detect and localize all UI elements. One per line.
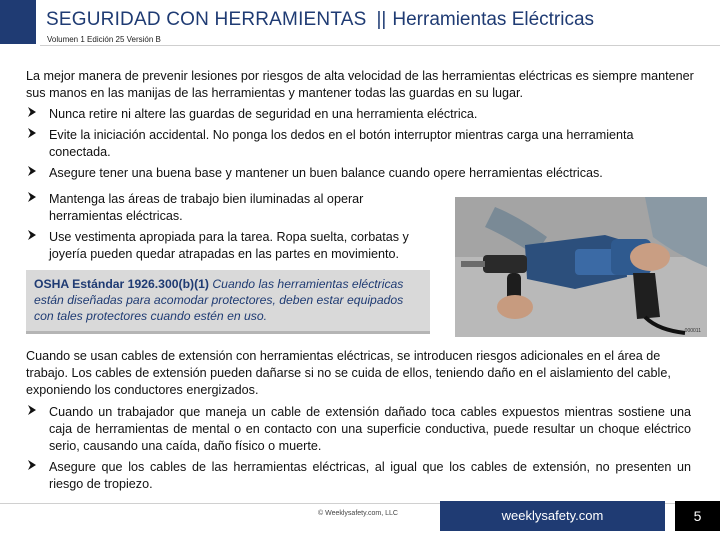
osha-standard-label: OSHA Estándar 1926.300(b)(1) [34,277,209,291]
list-item-text: Asegure tener una buena base y mantener un buen balance cuando opere herramientas eléctricas. [49,166,603,180]
list-item-text: Cuando un trabajador que maneja un cable de extensión dañado toca cables expuestos mientras sostiene una caja de herramientas de mental o en contacto con una superficie conductiva, puede resultar un choque eléctrico serio, causando una caída, daño físico o muerte. [49,405,691,453]
page-number: 5 [675,501,720,531]
copyright-notice: © Weeklysafety.com, LLC [318,510,398,517]
osha-standard-text: Cuando las herramientas eléctricas están diseñadas para acomodar protectores, deben estar equipados con tales protectores cuando estén en uso. [34,277,404,323]
photo-id: 000011 [684,328,701,334]
list-item [26,165,694,182]
header-divider [40,45,720,46]
list-item-text: Asegure que los cables de las herramientas eléctricas, al igual que los cables de extensión, no presenten un riesgo de tropiezo. [49,460,691,491]
volume-edition: Volumen 1 Edición 25 Versión B [47,35,161,44]
list-item-text: Mantenga las áreas de trabajo bien iluminadas al operar herramientas eléctricas. [49,192,364,223]
title-separator: || [376,9,387,30]
arrow-bullet-icon [26,229,40,246]
osha-standard-callout [26,270,430,334]
list-item [26,106,694,123]
list-item [26,127,694,161]
arrow-bullet-icon [26,165,40,182]
intro-paragraph: La mejor manera de prevenir lesiones por riesgos de alta velocidad de las herramientas eléctricas es siempre mantener sus manos en las manijas de las herramientas y mantener todas las guardas en su lugar. [26,69,694,100]
arrow-bullet-icon [26,127,40,144]
arrow-bullet-icon [26,459,40,476]
header-accent-bar [0,0,36,44]
list-item-text: Nunca retire ni altere las guardas de seguridad en una herramienta eléctrica. [49,107,478,121]
arrow-bullet-icon [26,106,40,123]
brand-banner [440,501,665,531]
hammer-drill-photo [455,197,707,337]
list-item [26,459,691,493]
list-item [26,191,426,225]
arrow-bullet-icon [26,404,40,421]
page-subtitle: Herramientas Eléctricas [392,9,595,30]
arrow-bullet-icon [26,191,40,208]
list-item [26,404,691,455]
list-item-text: Evite la iniciación accidental. No ponga los dedos en el botón interruptor mientras carga una herramienta conectada. [49,128,634,159]
extension-cord-paragraph: Cuando se usan cables de extensión con herramientas eléctricas, se introducen riesgos adicionales en el área de trabajo. Los cables de extensión pueden dañarse si no se cuida de ellos, teniendo daño en el aislamiento del cable, exponiendo los conductores energizados. [26,349,671,397]
list-item [26,229,438,263]
hammer-drill-illustration [455,197,707,337]
page-title: SEGURIDAD CON HERRAMIENTAS [46,9,367,30]
brand-name: weeklysafety.com [501,508,604,523]
page-header [46,9,594,31]
list-item-text: Use vestimenta apropiada para la tarea. Ropa suelta, corbatas y joyería pueden quedar atrapadas en las partes en movimiento. [49,230,409,261]
